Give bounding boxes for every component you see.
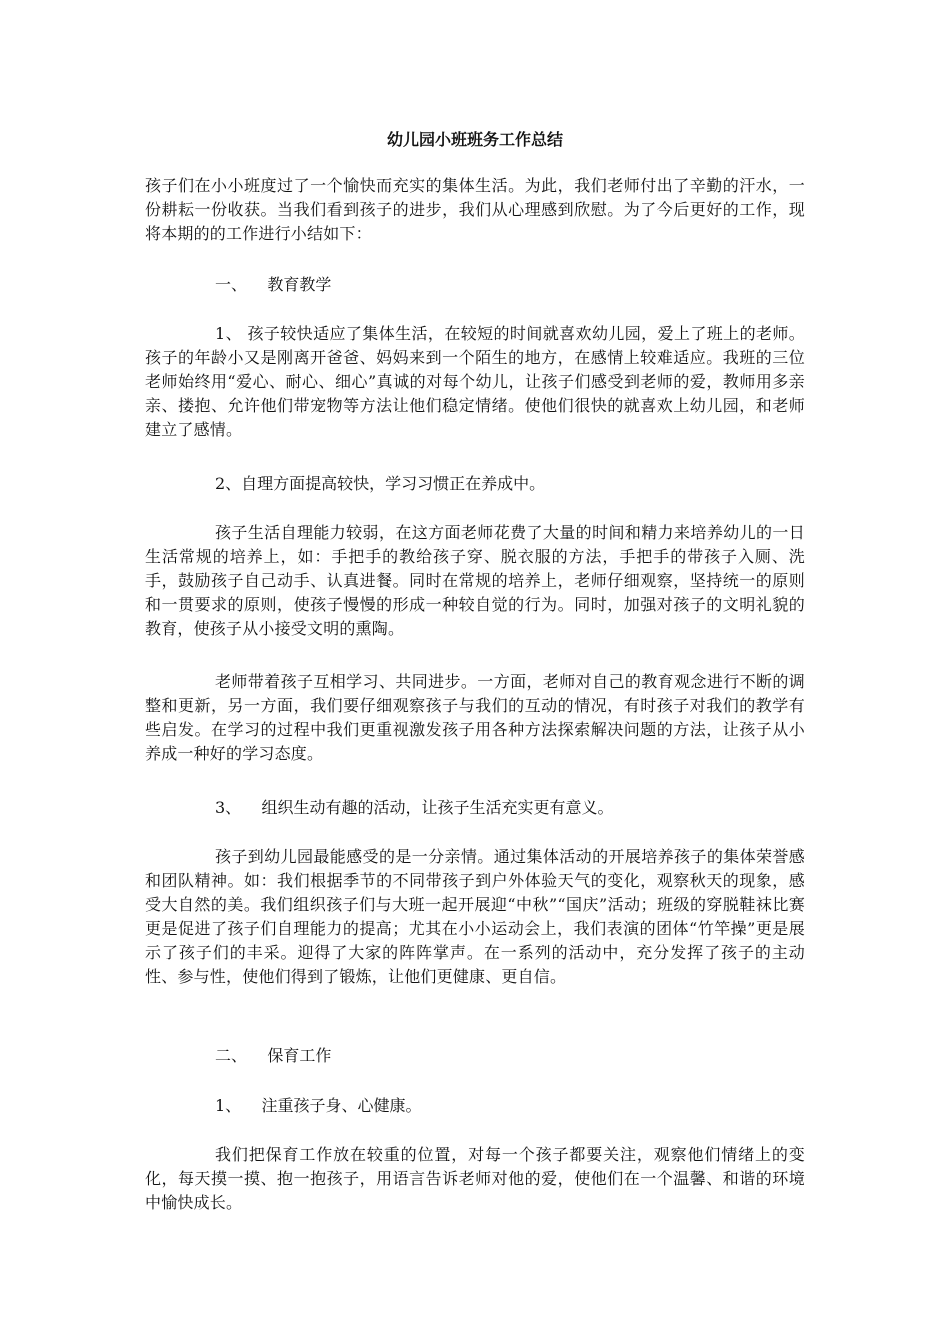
item-2-paragraph-1: 孩子生活自理能力较弱，在这方面老师花费了大量的时间和精力来培养幼儿的一日生活常规的培养上，如：手把手的教给孩子穿、脱衣服的方法，手把手的带孩子入厕、洗手，鼓励孩子自己动手、认真进餐。同时在常规的培养上，老师仔细观察，坚持统一的原则和一贯要求的原则，使孩子慢慢的形成一种较自觉的行为。同时，加强对孩子的文明礼貌的教育，使孩子从小接受文明的熏陶。 <box>145 523 805 638</box>
document-title: 幼儿园小班班务工作总结 <box>386 130 563 149</box>
intro-paragraph: 孩子们在小小班度过了一个愉快而充实的集体生活。为此，我们老师付出了辛勤的汗水，一份耕耘一份收获。当我们看到孩子的进步，我们从心理感到欣慰。为了今后更好的工作，现将本期的的工作进行小结如下： <box>145 176 805 243</box>
item-2-paragraph-2: 老师带着孩子互相学习、共同进步。一方面，老师对自己的教育观念进行不断的调整和更新，另一方面，我们要仔细观察孩子与我们的互动的情况，有时孩子对我们的教学有些启发。在学习的过程中我们更重视激发孩子用各种方法探索解决问题的方法，让孩子从小养成一种好的学习态度。 <box>145 672 805 763</box>
item-2-heading: 2、自理方面提高较快，学习习惯正在养成中。 <box>215 474 546 493</box>
s2-item-1-paragraph: 我们把保育工作放在较重的位置，对每一个孩子都要关注，观察他们情绪上的变化，每天摸一摸、抱一抱孩子，用语言告诉老师对他的爱，使他们在一个温馨、和谐的环境中愉快成长。 <box>145 1145 805 1212</box>
section-heading-care: 二、 保育工作 <box>215 1046 332 1065</box>
item-3-heading: 3、 组织生动有趣的活动，让孩子生活充实更有意义。 <box>215 798 614 817</box>
item-3-paragraph: 孩子到幼儿园最能感受的是一分亲情。通过集体活动的开展培养孩子的集体荣誉感和团队精神。如：我们根据季节的不同带孩子到户外体验天气的变化，观察秋天的现象，感受大自然的美。我们组织孩子们与大班一起开展迎“中秋”“国庆”活动；班级的穿脱鞋袜比赛更是促进了孩子们自理能力的提高；尤其在小小运动会上，我们表演的团体“竹竿操”更是展示了孩子们的丰采。迎得了大家的阵阵掌声。在一系列的活动中，充分发挥了孩子的主动性、参与性，使他们得到了锻炼，让他们更健康、更自信。 <box>145 847 805 986</box>
section-heading-education: 一、 教育教学 <box>215 275 332 294</box>
s2-item-1-heading: 1、 注重孩子身、心健康。 <box>215 1096 422 1115</box>
item-1-paragraph: 1、 孩子较快适应了集体生活，在较短的时间就喜欢幼儿园，爱上了班上的老师。孩子的年龄小又是刚离开爸爸、妈妈来到一个陌生的地方，在感情上较难适应。我班的三位老师始终用“爱心、耐心、细心”真诚的对每个幼儿，让孩子们感受到老师的爱，教师用多亲亲、搂抱、允许他们带宠物等方法让他们稳定情绪。使他们很快的就喜欢上幼儿园，和老师建立了感情。 <box>145 324 805 439</box>
